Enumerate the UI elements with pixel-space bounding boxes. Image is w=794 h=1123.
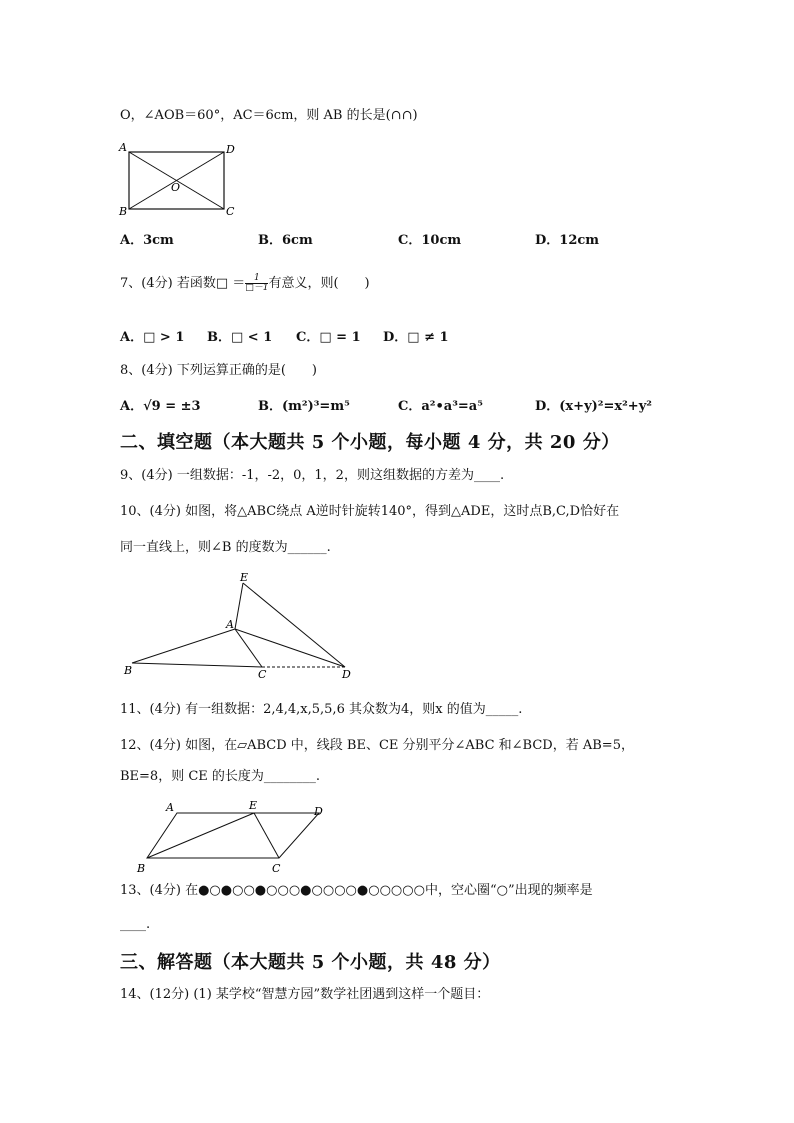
q6-label-a: A [119,141,127,154]
q10-label-c: C [258,668,267,680]
q8-option-d: D．(x+y)²=x²+y² [535,399,652,414]
q7-option-b: B．□ < 1 [207,330,273,345]
q12-label-b: B [137,862,146,875]
q7-stem [120,274,370,294]
q6-label-d: D [226,143,235,156]
q12-parallelogram-figure [132,798,332,878]
q6-label-b: B [119,205,128,218]
q10-label-b: B [124,664,133,677]
q10-line1: 10、(4分) 如图，将△ABC绕点 A逆时针旋转140°，得到△ADE，这时点B,C,D恰好在 [120,504,620,519]
q7-frac-den: □－1 [245,283,269,293]
section-2-heading: 二、填空题（本大题共 5 个小题，每小题 4 分，共 20 分） [120,432,620,453]
q12-label-c: C [272,862,281,875]
q7-option-c: C．□ = 1 [296,330,361,345]
q10-line2: 同一直线上，则∠B 的度数为______. [120,540,331,555]
q6-option-b: B．6cm [258,233,313,248]
q6-option-d: D．12cm [535,233,600,248]
q10-triangle-figure [120,570,360,680]
q6-label-o: O [171,181,181,194]
q9-text: 9、(4分) 一组数据：-1，-2，0，1，2，则这组数据的方差为____. [120,468,505,483]
q6-rectangle-figure [116,140,241,218]
q7-option-d: D．□ ≠ 1 [383,330,449,345]
q12-label-d: D [314,805,323,818]
q6-option-c: C．10cm [398,233,462,248]
q10-label-e: E [240,571,249,584]
q6-label-c: C [226,205,235,218]
q6-option-a: A．3cm [120,233,174,248]
q7-option-a: A．□ > 1 [120,330,185,345]
q10-label-d: D [342,668,351,680]
q8-option-a: A．√9 = ±3 [120,399,201,414]
q14-text: 14、(12分) (1) 某学校“智慧方园”数学社团遇到这样一个题目： [120,987,490,1002]
section-3-heading: 三、解答题（本大题共 5 个小题，共 48 分） [120,952,501,973]
q7-suffix: 有意义，则( ) [268,276,370,291]
q11-text: 11、(4分) 有一组数据：2,4,4,x,5,5,6 其众数为4，则x 的值为_____. [120,702,523,717]
q8-option-c: C．a²•a³=a⁵ [398,399,483,414]
q10-label-a: A [226,618,234,631]
q12-label-a: A [166,801,174,814]
q7-prefix: 7、(4分) 若函数□ ＝ [120,276,246,291]
q7-frac-num: 1 [245,274,268,284]
q12-label-e: E [249,799,258,812]
q12-line2: BE=8，则 CE 的长度为________. [120,769,321,784]
q8-stem: 8、(4分) 下列运算正确的是( ) [120,363,317,378]
q12-line1: 12、(4分) 如图，在▱ABCD 中，线段 BE、CE 分别平分∠ABC 和∠BCD，若 AB=5， [120,738,634,753]
q6-stem: O，∠AOB＝60°，AC＝6cm，则 AB 的长是(∩∩) [120,108,418,123]
q7-fraction [245,274,268,293]
q13-line1: 13、(4分) 在●○●○○●○○○●○○○○●○○○○○中，空心圈“○”出现的频率是 [120,883,593,898]
q13-line2: ____. [120,917,151,932]
q8-option-b: B．(m²)³=m⁵ [258,399,350,414]
